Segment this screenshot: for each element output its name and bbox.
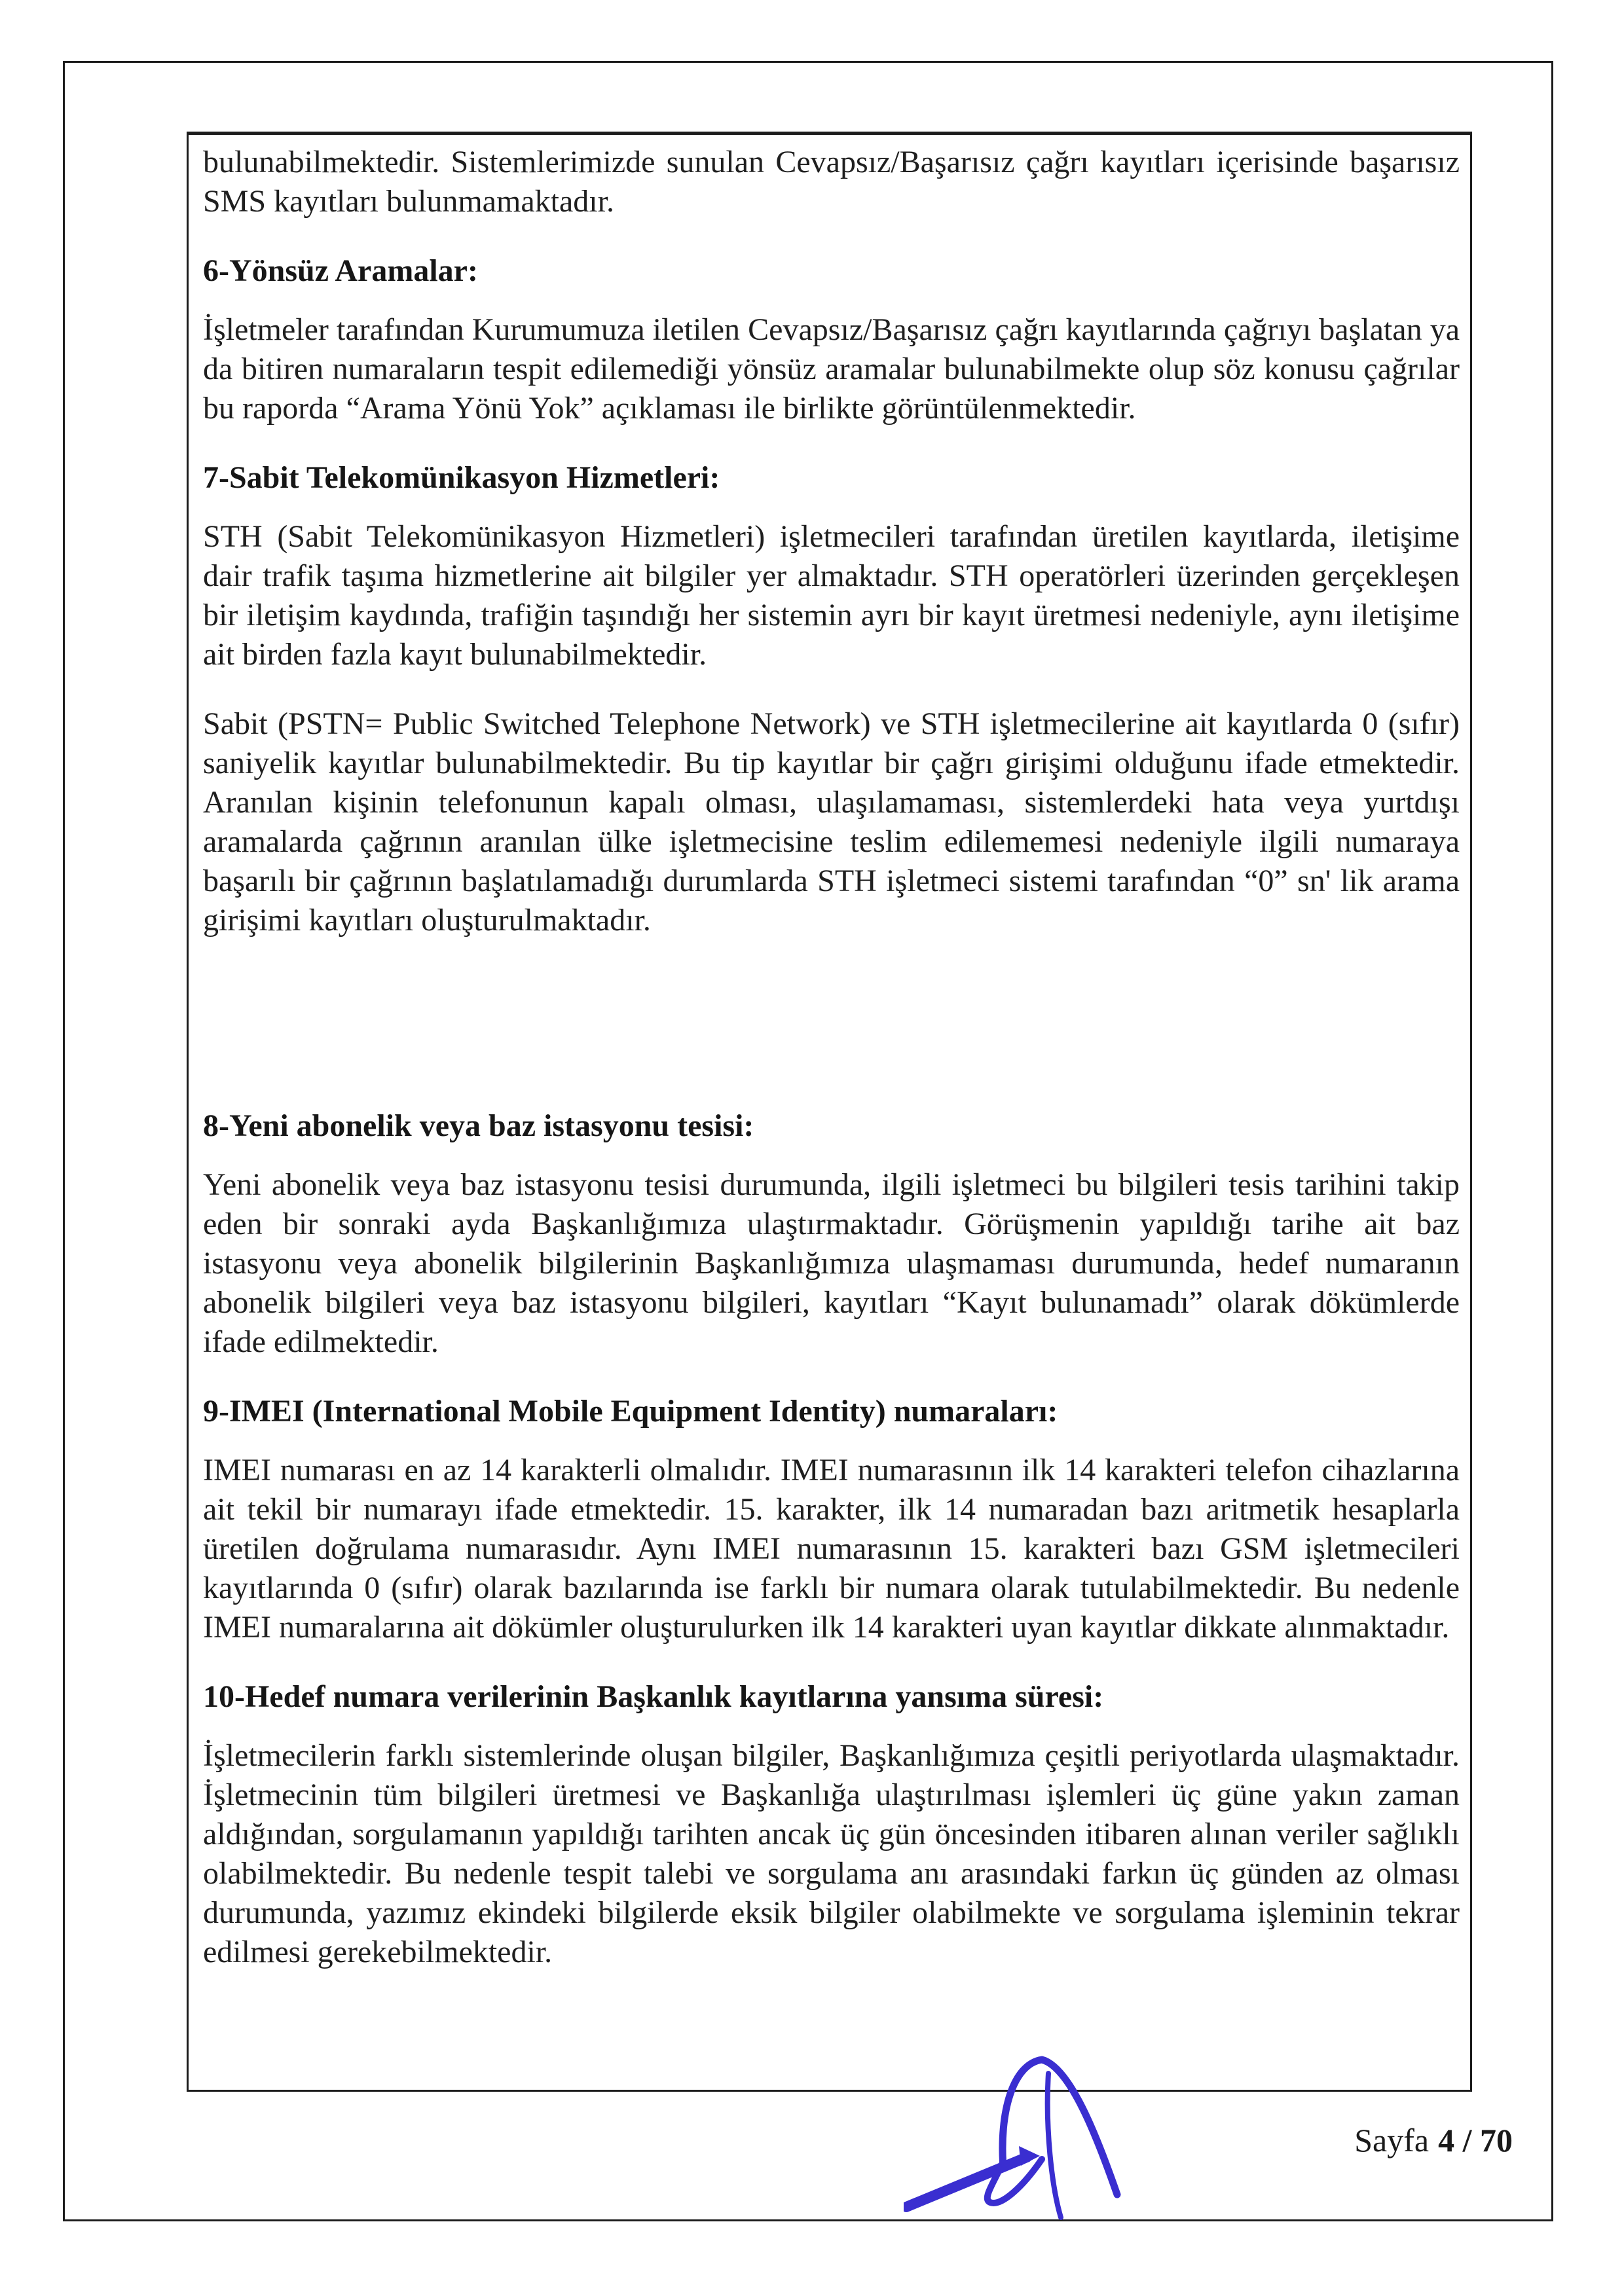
section-7-heading: 7-Sabit Telekomünikasyon Hizmetleri:	[203, 460, 720, 495]
content-box	[187, 132, 1472, 2092]
section-10	[203, 1677, 1460, 1972]
section-9-paragraph: IMEI numarası en az 14 karakterli olmalıdır. IMEI numarasının ilk 14 karakteri telefon cihazlarına ait tekil bir numarayı ifade etmektedir. 15. karakter, ilk 14 numaradan bazı aritmetik hesaplarla üretilen doğrulama numarasıdır. Aynı IMEI numarasının 15. karakteri bazı GSM işletmecileri kayıtlarında 0 (sıfır) olarak bazılarında ise farklı bir numara olarak tutulabilmektedir. Bu nedenle IMEI numaralarına ait dökümler oluşturulurken ilk 14 karakteri uyan kayıtlar dikkate alınmaktadır.	[203, 1453, 1460, 1645]
section-8-heading: 8-Yeni abonelik veya baz istasyonu tesisi:	[203, 1108, 754, 1143]
section-10-paragraph: İşletmecilerin farklı sistemlerinde oluşan bilgiler, Başkanlığımıza çeşitli periyotlarda ulaşmaktadır. İşletmecinin tüm bilgileri üretmesi ve Başkanlığa ulaştırılması işlemleri üç güne yakın zaman aldığından, sorgulamanın yapıldığı tarihten ancak üç gün öncesinden itibaren alınan veriler sağlıklı olabilmektedir. Bu nedenle tespit talebi ve sorgulama anı arasındaki farkın üç günden az olması durumunda, yazımız ekindeki bilgilerde eksik bilgiler olabilmekte ve sorgulama işleminin tekrar edilmesi gerekebilmektedir.	[203, 1738, 1460, 1969]
section-6-paragraph: İşletmeler tarafından Kurumumuza iletilen Cevapsız/Başarısız çağrı kayıtlarında çağrıyı başlatan ya da bitiren numaraların tespit edilemediği yönsüz aramalar bulunabilmekte olup söz konusu çağrılar bu raporda “Arama Yönü Yok” açıklaması ile birlikte görüntülenmektedir.	[203, 312, 1460, 426]
footer-page-number: 4 / 70	[1438, 2122, 1513, 2159]
section-6-heading: 6-Yönsüz Aramalar:	[203, 253, 478, 288]
section-7-paragraph-1: STH (Sabit Telekomünikasyon Hizmetleri) işletmecileri tarafından üretilen kayıtlarda, iletişime dair trafik taşıma hizmetlerine ait bilgiler yer almaktadır. STH operatörleri üzerinden gerçekleşen bir iletişim kaydında, trafiğin taşındığı her sistemin ayrı bir kayıt üretmesi nedeniyle, aynı iletişime ait birden fazla kayıt bulunabilmektedir.	[203, 519, 1460, 672]
section-10-heading: 10-Hedef numara verilerinin Başkanlık kayıtlarına yansıma süresi:	[203, 1679, 1104, 1714]
section-6	[203, 251, 1460, 428]
section-9-heading: 9-IMEI (International Mobile Equipment Identity) numaraları:	[203, 1394, 1058, 1429]
section-9	[203, 1392, 1460, 1647]
intro-paragraph: bulunabilmektedir. Sistemlerimizde sunulan Cevapsız/Başarısız çağrı kayıtları içerisinde başarısız SMS kayıtları bulunmamaktadır.	[203, 145, 1460, 219]
page-footer	[1354, 2121, 1513, 2159]
section-8	[203, 1106, 1460, 1362]
section-7-paragraph-2: Sabit (PSTN= Public Switched Telephone Network) ve STH işletmecilerine ait kayıtlarda 0 (sıfır) saniyelik kayıtlar bulunabilmektedir. Bu tip kayıtlar bir çağrı girişimi olduğunu ifade etmektedir. Aranılan kişinin telefonunun kapalı olması, ulaşılamaması, sistemlerdeki hata veya yurtdışı aramalarda çağrının aranılan ülke işletmecisine teslim edilememesi nedeniyle ilgili numaraya başarılı bir çağrının başlatılamadığı durumlarda STH işletmeci sistemi tarafından “0” sn' lik arama girişimi kayıtları oluşturulmaktadır.	[203, 706, 1460, 938]
section-7	[203, 458, 1460, 940]
section-8-paragraph: Yeni abonelik veya baz istasyonu tesisi durumunda, ilgili işletmeci bu bilgileri tesis tarihini takip eden bir sonraki ayda Başkanlığımıza ulaştırmaktadır. Görüşmenin yapıldığı tarihe ait baz istasyonu veya abonelik bilgilerinin Başkanlığımıza ulaşmaması durumunda, hedef numaranın abonelik bilgileri veya baz istasyonu bilgileri, kayıtları “Kayıt bulunamadı” olarak dökümlerde ifade edilmektedir.	[203, 1167, 1460, 1359]
footer-page-label: Sayfa	[1354, 2122, 1430, 2159]
